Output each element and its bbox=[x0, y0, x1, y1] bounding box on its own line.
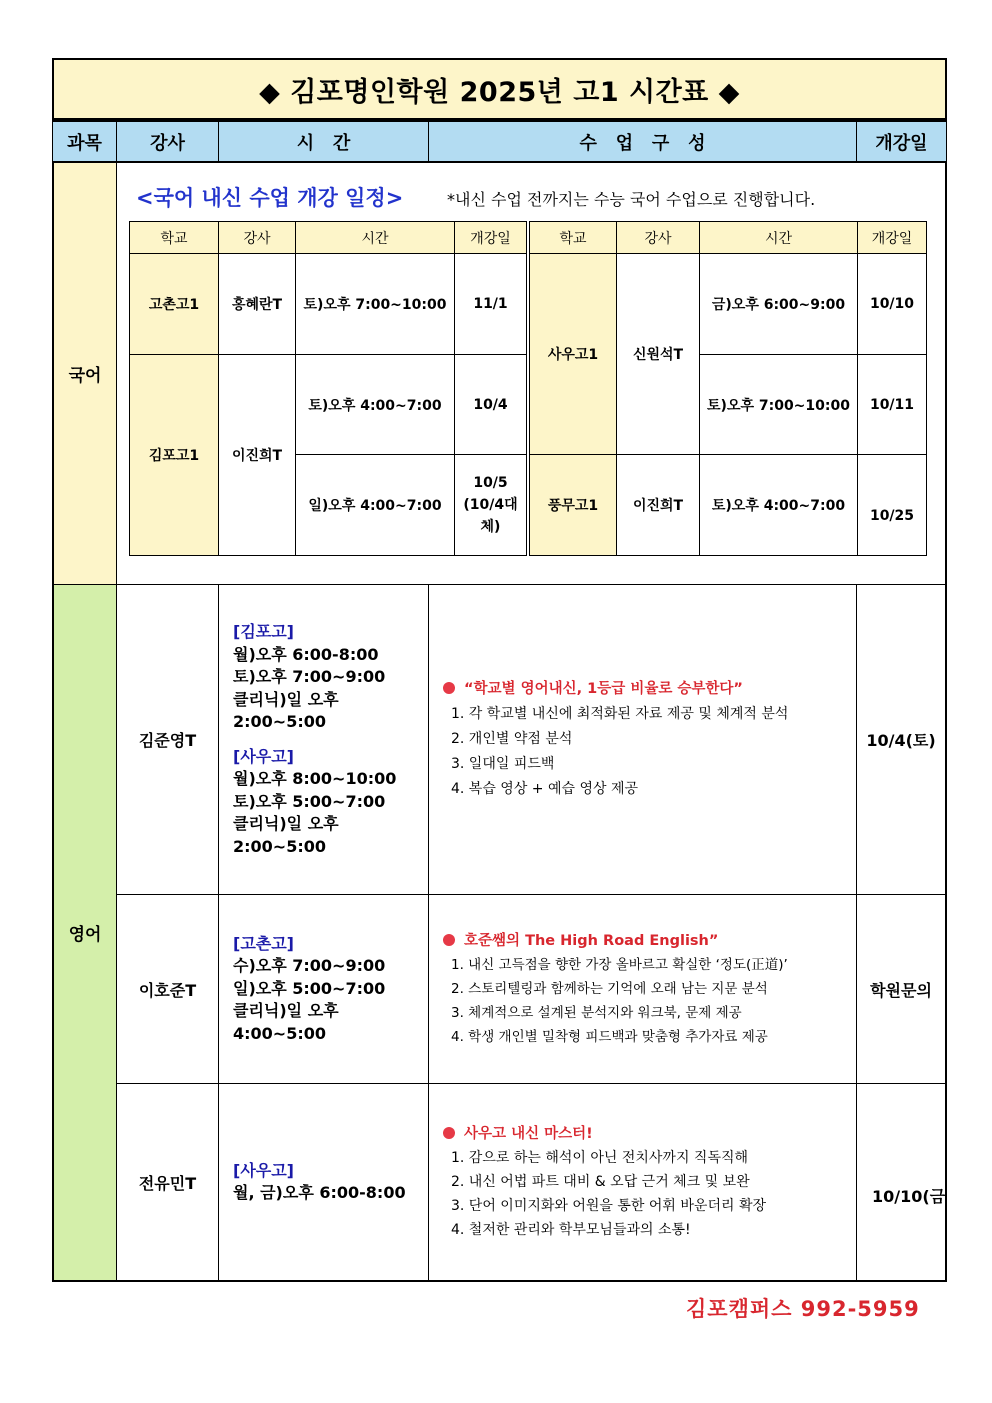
course-headline-text: 호준쌤의 The High Road English” bbox=[464, 933, 719, 949]
korean-school-pungmu: 풍무고1 bbox=[529, 454, 617, 556]
open-date-line: 10/5 bbox=[473, 475, 508, 491]
korean-time-pungmu: 토)오후 4:00~7:00 bbox=[699, 454, 858, 556]
subject-english: 영어 bbox=[52, 584, 117, 1282]
korean-open-gochon: 11/1 bbox=[454, 253, 527, 355]
subject-korean: 국어 bbox=[52, 162, 117, 585]
course-item: 4. 학생 개인별 밀착형 피드백과 맞춤형 추가자료 제공 bbox=[451, 1029, 768, 1045]
course-item: 1. 각 학교별 내신에 최적화된 자료 제공 및 체계적 분석 bbox=[451, 706, 789, 722]
korean-th-open: 개강일 bbox=[454, 221, 527, 254]
schedule-line: 클리닉)일 오후4:00~5:00 bbox=[233, 1001, 339, 1043]
korean-th-school-2: 학교 bbox=[529, 221, 617, 254]
header-open-date: 개강일 bbox=[856, 120, 947, 163]
bullet-dot-icon bbox=[443, 934, 455, 946]
schedule-line: 월)오후 6:00-8:00 bbox=[233, 644, 379, 664]
schedule-line: 월)오후 8:00~10:00 bbox=[233, 769, 397, 788]
course-item: 3. 체계적으로 설계된 분석지와 워크북, 문제 제공 bbox=[451, 1005, 742, 1021]
page-title: ◆ 김포명인학원 2025년 고1 시간표 ◆ bbox=[52, 58, 947, 120]
korean-th-time: 시간 bbox=[295, 221, 455, 254]
schedule-line: 토)오후 7:00~9:00 bbox=[233, 667, 386, 686]
schedule-line: 월, 금)오후 6:00-8:00 bbox=[233, 1183, 406, 1202]
header-course: 수 업 구 성 bbox=[428, 120, 857, 163]
korean-th-teacher-2: 강사 bbox=[616, 221, 700, 254]
korean-open-sawoo-2: 10/11 bbox=[857, 354, 927, 455]
course-item: 4. 복습 영상 + 예습 영상 제공 bbox=[451, 781, 639, 797]
korean-time-sawoo-1: 금)오후 6:00~9:00 bbox=[699, 253, 858, 355]
korean-notice-title: <국어 내신 수업 개강 일정> bbox=[136, 186, 404, 210]
korean-teacher-gochon: 홍혜란T bbox=[218, 253, 296, 355]
korean-teacher-pungmu: 이진희T bbox=[616, 454, 700, 556]
course-item: 2. 스토리텔링과 함께하는 기억에 오래 남는 지문 분석 bbox=[451, 981, 768, 997]
schedule-line: 클리닉)일 오후2:00~5:00 bbox=[233, 814, 339, 856]
korean-teacher-sawoo: 신원석T bbox=[616, 253, 700, 455]
english-schedule-3 bbox=[218, 1083, 429, 1282]
course-item: 2. 내신 어법 파트 대비 & 오답 근거 체크 및 보완 bbox=[451, 1174, 750, 1190]
schedule-line: 클리닉)일 오후2:00~5:00 bbox=[233, 689, 339, 731]
korean-time-sawoo-2: 토)오후 7:00~10:00 bbox=[699, 354, 858, 455]
english-open-1: 10/4(토) bbox=[856, 584, 947, 895]
korean-th-teacher: 강사 bbox=[218, 221, 296, 254]
open-date-line: (10/4대 bbox=[463, 497, 518, 513]
korean-th-open-2: 개강일 bbox=[857, 221, 927, 254]
korean-school-sawoo: 사우고1 bbox=[529, 253, 617, 455]
korean-school-gimpo: 김포고1 bbox=[129, 354, 219, 556]
schedule-line: 수)오후 7:00~9:00 bbox=[233, 956, 386, 976]
school-tag: [김포고] bbox=[233, 622, 294, 641]
school-tag: [고촌고] bbox=[233, 933, 294, 953]
english-open-2: 학원문의 bbox=[856, 894, 947, 1084]
english-open-3: 10/10(금 bbox=[856, 1083, 947, 1282]
course-headline bbox=[443, 1122, 766, 1146]
korean-time-gimpo-1: 토)오후 4:00~7:00 bbox=[295, 354, 455, 455]
korean-open-sawoo-1: 10/10 bbox=[857, 253, 927, 355]
korean-school-gochon: 고촌고1 bbox=[129, 253, 219, 355]
english-schedule-2 bbox=[218, 894, 429, 1084]
korean-th-time-2: 시간 bbox=[699, 221, 858, 254]
course-headline bbox=[443, 929, 788, 953]
course-item: 1. 감으로 하는 해석이 아닌 전치사까지 직독직해 bbox=[451, 1150, 749, 1166]
course-item: 3. 일대일 피드백 bbox=[451, 756, 555, 772]
korean-open-gimpo-2 bbox=[454, 454, 527, 556]
bullet-dot-icon bbox=[443, 682, 455, 694]
course-headline-text: “학교별 영어내신, 1등급 비율로 승부한다” bbox=[464, 681, 743, 697]
english-teacher-3: 전유민T bbox=[116, 1083, 219, 1282]
schedule-line: 토)오후 5:00~7:00 bbox=[233, 791, 386, 811]
bullet-dot-icon bbox=[443, 1127, 455, 1139]
header-teacher: 강사 bbox=[116, 120, 219, 163]
english-course-3 bbox=[428, 1083, 857, 1282]
open-date-line: 체) bbox=[480, 519, 501, 535]
course-item: 3. 단어 이미지화와 어원을 통한 어휘 바운더리 확장 bbox=[451, 1198, 766, 1214]
course-item: 1. 내신 고득점을 향한 가장 올바르고 확실한 ‘정도(正道)’ bbox=[451, 957, 788, 973]
schedule-line: 일)오후 5:00~7:00 bbox=[233, 978, 386, 998]
course-item: 4. 철저한 관리와 학부모님들과의 소통! bbox=[451, 1222, 691, 1238]
campus-phone: 김포캠퍼스 992-5959 bbox=[686, 1297, 920, 1321]
course-headline bbox=[443, 677, 788, 702]
header-time: 시 간 bbox=[218, 120, 429, 163]
english-teacher-2: 이호준T bbox=[116, 894, 219, 1084]
english-schedule-1 bbox=[218, 584, 429, 895]
korean-open-gimpo-1: 10/4 bbox=[454, 354, 527, 455]
korean-time-gochon: 토)오후 7:00~10:00 bbox=[295, 253, 455, 355]
english-teacher-1: 김준영T bbox=[116, 584, 219, 895]
korean-th-school: 학교 bbox=[129, 221, 219, 254]
korean-time-gimpo-2: 일)오후 4:00~7:00 bbox=[295, 454, 455, 556]
header-subject: 과목 bbox=[52, 120, 117, 163]
english-course-2 bbox=[428, 894, 857, 1084]
course-item: 2. 개인별 약점 분석 bbox=[451, 731, 573, 747]
course-headline-text: 사우고 내신 마스터! bbox=[464, 1126, 593, 1142]
korean-notice-note: *내신 수업 전까지는 수능 국어 수업으로 진행합니다. bbox=[447, 190, 816, 209]
korean-teacher-gimpo: 이진희T bbox=[218, 354, 296, 556]
school-tag: [사우고] bbox=[233, 746, 294, 766]
korean-open-pungmu: 10/25 bbox=[857, 454, 927, 556]
school-tag: [사우고] bbox=[233, 1160, 294, 1180]
english-course-1 bbox=[428, 584, 857, 895]
